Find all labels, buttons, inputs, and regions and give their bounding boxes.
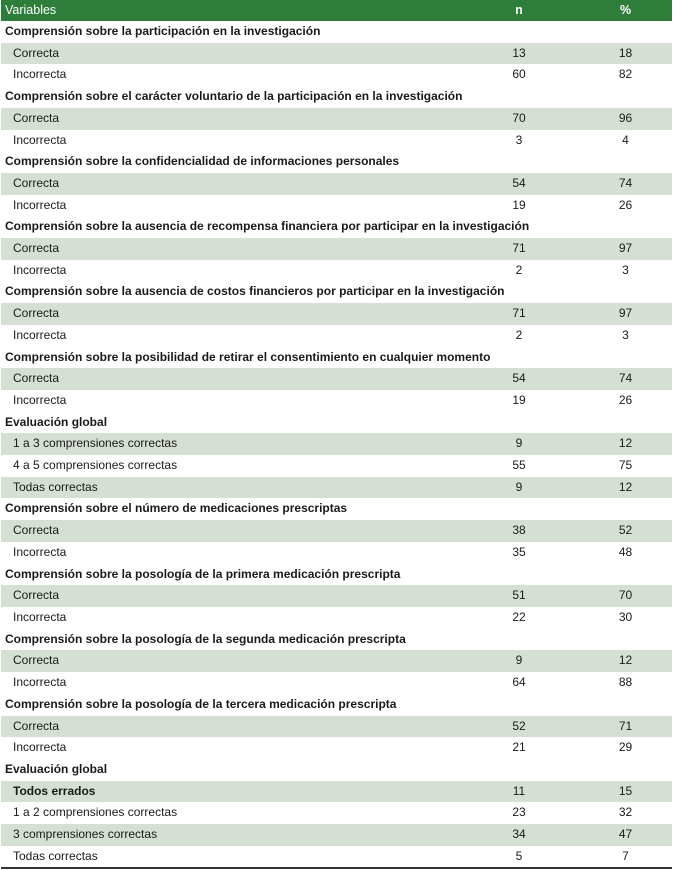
- row-label: Correcta: [1, 238, 459, 260]
- row-label: Correcta: [1, 303, 459, 325]
- section-header-row: [1, 151, 672, 173]
- row-n-value: 2: [515, 327, 523, 342]
- row-percent-value: 29: [618, 740, 633, 755]
- row-percent-value: 30: [618, 609, 633, 624]
- row-percent-value: 82: [618, 67, 633, 82]
- section-header-row: [1, 347, 672, 369]
- row-n-value: 3: [515, 132, 523, 147]
- table-row: [1, 303, 672, 325]
- table-row: [1, 260, 672, 282]
- section-title: Comprensión sobre el carácter voluntario de la participación en la investigación: [1, 86, 672, 108]
- row-percent-value: 74: [579, 173, 672, 195]
- table-row: [1, 542, 672, 564]
- row-percent-value: 88: [618, 675, 633, 690]
- section-header-row: [1, 759, 672, 781]
- row-label: Incorrecta: [13, 740, 67, 755]
- table-row: [1, 43, 672, 65]
- table-row: [1, 846, 672, 869]
- section-title: Comprensión sobre la posología de la segunda medicación prescripta: [1, 629, 672, 651]
- row-label: 1 a 2 comprensiones correctas: [13, 805, 178, 820]
- row-label: Correcta: [1, 716, 459, 738]
- row-label: Incorrecta: [13, 327, 67, 342]
- section-header-row: [1, 21, 672, 43]
- row-n-value: 19: [512, 197, 526, 212]
- table-row: [1, 368, 672, 390]
- row-label: Correcta: [1, 520, 459, 542]
- row-label: Incorrecta: [13, 197, 67, 212]
- row-n-value: 55: [512, 458, 526, 473]
- row-n-value: 5: [459, 846, 579, 869]
- row-n-value: 19: [512, 392, 526, 407]
- table-row: [1, 238, 672, 260]
- table-row: [1, 64, 672, 86]
- row-label: Todas correctas: [1, 846, 459, 869]
- table-row: [1, 173, 672, 195]
- header-n: n: [459, 0, 579, 21]
- row-percent-value: 7: [579, 846, 672, 869]
- section-title: Comprensión sobre la ausencia de recompensa financiera por participar en la investigación: [1, 216, 672, 238]
- row-n-value: 54: [459, 173, 579, 195]
- row-n-value: 54: [459, 368, 579, 390]
- row-percent-value: 12: [579, 650, 672, 672]
- row-percent-value: 96: [579, 108, 672, 130]
- row-label: 3 comprensiones correctas: [1, 824, 459, 846]
- table-row: [1, 477, 672, 499]
- row-percent-value: 4: [622, 132, 629, 147]
- row-n-value: 52: [459, 716, 579, 738]
- row-label: Todos errados: [1, 781, 459, 803]
- row-label: Incorrecta: [13, 609, 67, 624]
- section-title: Evaluación global: [1, 759, 672, 781]
- row-percent-value: 97: [579, 238, 672, 260]
- section-title: Comprensión sobre la posibilidad de retirar el consentimiento en cualquier momento: [1, 347, 672, 369]
- row-n-value: 35: [512, 544, 526, 559]
- row-percent-value: 26: [618, 197, 633, 212]
- row-n-value: 38: [459, 520, 579, 542]
- row-label: Correcta: [1, 650, 459, 672]
- table-row: [1, 390, 672, 412]
- row-percent-value: 48: [618, 544, 633, 559]
- row-percent-value: 75: [618, 458, 633, 473]
- header-percent: %: [579, 0, 672, 21]
- row-label: 1 a 3 comprensiones correctas: [1, 433, 459, 455]
- row-label: Correcta: [1, 173, 459, 195]
- row-n-value: 9: [459, 650, 579, 672]
- row-percent-value: 74: [579, 368, 672, 390]
- table-row: [1, 433, 672, 455]
- section-title: Comprensión sobre la posología de la primera medicación prescripta: [1, 564, 672, 586]
- row-n-value: 21: [512, 740, 526, 755]
- row-label: Todas correctas: [1, 477, 459, 499]
- section-title: Comprensión sobre la confidencialidad de informaciones personales: [1, 151, 672, 173]
- row-n-value: 23: [512, 805, 526, 820]
- results-table: [1, 0, 672, 869]
- row-n-value: 71: [459, 238, 579, 260]
- row-percent-value: 18: [579, 43, 672, 65]
- row-label: Incorrecta: [13, 392, 67, 407]
- table-row: [1, 325, 672, 347]
- row-n-value: 22: [512, 609, 526, 624]
- section-title: Comprensión sobre la participación en la investigación: [1, 21, 672, 43]
- table-row: [1, 607, 672, 629]
- row-percent-value: 97: [579, 303, 672, 325]
- row-percent-value: 3: [622, 262, 629, 277]
- table-row: [1, 585, 672, 607]
- section-header-row: [1, 86, 672, 108]
- row-n-value: 11: [459, 781, 579, 803]
- row-label: Correcta: [1, 585, 459, 607]
- table-row: [1, 824, 672, 846]
- row-n-value: 9: [459, 477, 579, 499]
- section-title: Comprensión sobre la ausencia de costos financieros por participar en la investigación: [1, 281, 672, 303]
- table-row: [1, 802, 672, 824]
- row-n-value: 70: [459, 108, 579, 130]
- section-header-row: [1, 412, 672, 434]
- row-label: Correcta: [1, 368, 459, 390]
- row-percent-value: 3: [622, 327, 629, 342]
- row-percent-value: 26: [618, 392, 633, 407]
- row-n-value: 9: [459, 433, 579, 455]
- table-row: [1, 737, 672, 759]
- table-row: [1, 130, 672, 152]
- row-n-value: 51: [459, 585, 579, 607]
- row-percent-value: 71: [579, 716, 672, 738]
- row-n-value: 64: [512, 675, 526, 690]
- row-percent-value: 15: [579, 781, 672, 803]
- section-header-row: [1, 216, 672, 238]
- row-n-value: 60: [512, 67, 526, 82]
- row-percent-value: 70: [579, 585, 672, 607]
- row-n-value: 71: [459, 303, 579, 325]
- section-header-row: [1, 694, 672, 716]
- section-title: Comprensión sobre la posología de la tercera medicación prescripta: [1, 694, 672, 716]
- row-label: Correcta: [1, 43, 459, 65]
- row-n-value: 13: [459, 43, 579, 65]
- row-percent-value: 12: [579, 477, 672, 499]
- table-row: [1, 195, 672, 217]
- row-percent-value: 12: [579, 433, 672, 455]
- row-n-value: 2: [515, 262, 523, 277]
- section-title: Comprensión sobre el número de medicaciones prescriptas: [1, 498, 672, 520]
- row-label: Incorrecta: [13, 675, 67, 690]
- row-percent-value: 47: [579, 824, 672, 846]
- section-header-row: [1, 629, 672, 651]
- row-label: Incorrecta: [13, 132, 67, 147]
- row-label: Incorrecta: [13, 262, 67, 277]
- table-row: [1, 672, 672, 694]
- section-header-row: [1, 281, 672, 303]
- row-percent-value: 32: [618, 805, 633, 820]
- table-row: [1, 520, 672, 542]
- row-label: Incorrecta: [13, 544, 67, 559]
- table-header-row: [1, 0, 672, 21]
- table-row: [1, 781, 672, 803]
- table-body: [1, 21, 672, 868]
- row-label: Correcta: [1, 108, 459, 130]
- table-row: [1, 716, 672, 738]
- section-header-row: [1, 564, 672, 586]
- header-variables: Variables: [1, 0, 459, 21]
- row-percent-value: 52: [579, 520, 672, 542]
- table-row: [1, 108, 672, 130]
- row-label: Incorrecta: [13, 67, 67, 82]
- section-header-row: [1, 498, 672, 520]
- table-row: [1, 650, 672, 672]
- table-row: [1, 455, 672, 477]
- row-n-value: 34: [459, 824, 579, 846]
- section-title: Evaluación global: [1, 412, 672, 434]
- row-label: 4 a 5 comprensiones correctas: [13, 458, 178, 473]
